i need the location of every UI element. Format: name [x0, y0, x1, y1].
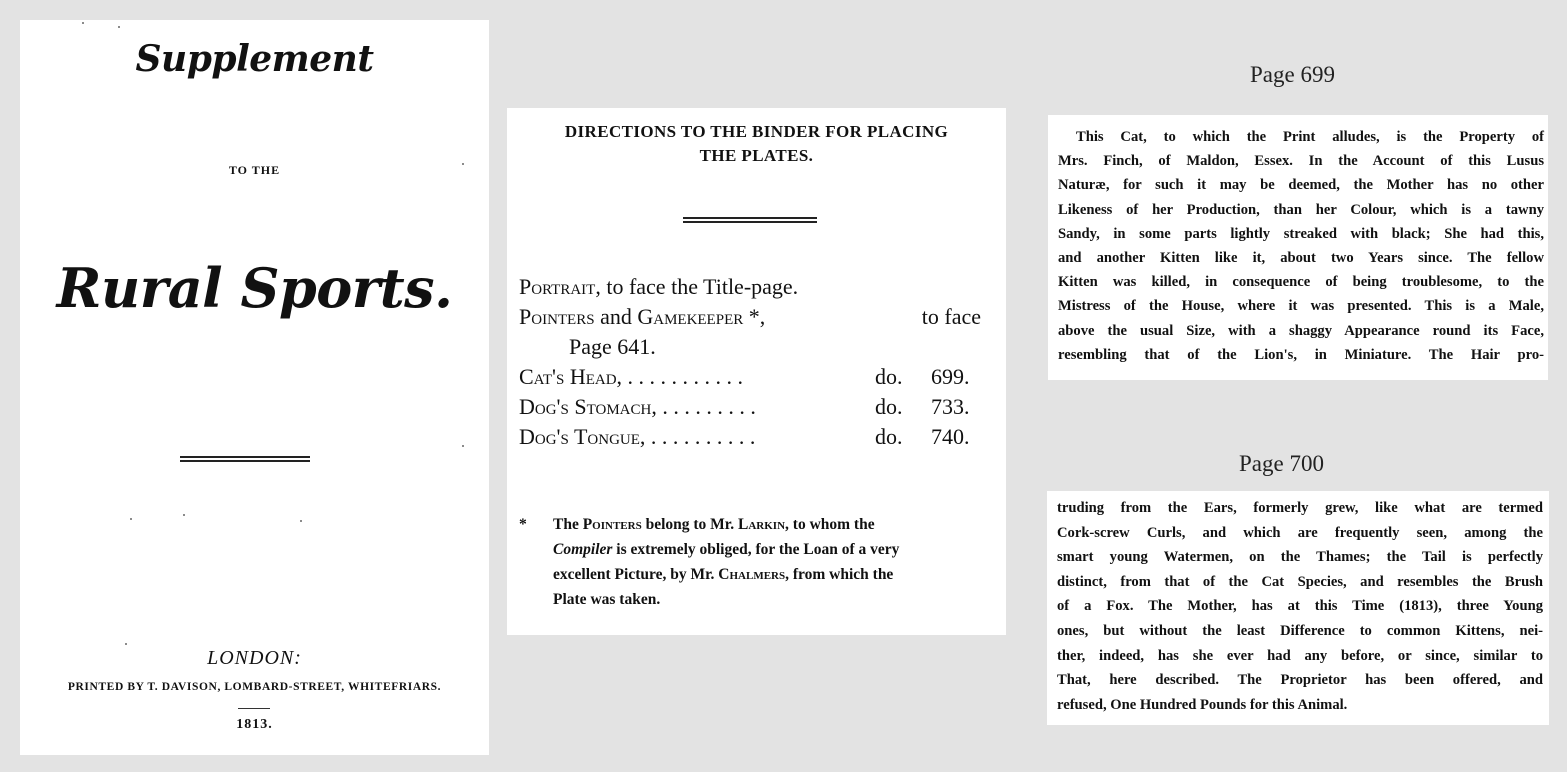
title-supplement: Supplement: [135, 38, 374, 80]
footnote-mark: *,: [743, 304, 766, 329]
ditto: do.: [875, 364, 903, 389]
title-page: [20, 20, 489, 755]
directions-heading-line: THE PLATES.: [699, 146, 814, 165]
excerpt-page-700: [1047, 491, 1549, 725]
plate-name: Pointers: [519, 304, 595, 329]
text-line: smart young Watermen, on the Thames; the Tail is perfectly: [1057, 549, 1543, 566]
title-to-the: TO THE: [228, 163, 281, 177]
directions-heading-line: DIRECTIONS TO THE BINDER FOR PLACING: [564, 122, 949, 141]
text-line: ones, but without the least Difference to common Kittens, nei-: [1057, 622, 1543, 639]
plate-row-cats-head: [519, 362, 981, 392]
paper-speck: [130, 518, 132, 520]
footnote-text: Plate was taken.: [553, 591, 661, 608]
text-line: distinct, from that of the Cat Species, and resembles the Brush: [1057, 573, 1543, 590]
text-line: Sandy, in some parts lightly streaked with black; She had this,: [1058, 225, 1544, 242]
excerpt-page-699: [1048, 115, 1548, 380]
dot-leader: , . . . . . . . . . .: [639, 424, 756, 449]
imprint-printer: PRINTED BY T. DAVISON, LOMBARD-STREET, WHITEFRIARS.: [67, 681, 442, 693]
plate-placement: to face: [921, 304, 981, 329]
text-line: Naturæ, for such it may be deemed, the Mother has no other: [1058, 177, 1544, 194]
plates-list: [519, 272, 981, 452]
paper-speck: [462, 445, 464, 447]
plate-page: 733.: [931, 394, 970, 419]
text-line: Mistress of the House, where it was presented. This is a Male,: [1058, 298, 1544, 315]
paper-speck: [82, 22, 84, 24]
paper-speck: [183, 514, 185, 516]
text-line: Likeness of her Production, than her Colour, which is a tawny: [1058, 201, 1544, 218]
plate-name: Portrait: [519, 274, 596, 299]
plate-page: 740.: [931, 424, 970, 449]
footnote-text: excellent Picture, by Mr.: [553, 566, 719, 583]
footnote-text: The: [553, 516, 583, 533]
text-line: refused, One Hundred Pounds for this Animal.: [1057, 696, 1348, 713]
ornamental-rule: [180, 456, 310, 462]
text-line: This Cat, to which the Print alludes, is the Property of: [1076, 129, 1544, 145]
text-line: resembling that of the Lion's, in Miniature. The Hair pro-: [1058, 346, 1544, 363]
footnote-text: Larkin: [738, 516, 786, 533]
plate-row-dogs-stomach: [519, 392, 981, 422]
plate-placement: , to face the Title-page.: [595, 274, 799, 299]
paper-speck: [118, 26, 120, 28]
ornamental-rule: [683, 217, 817, 223]
plate-name: Dog's Tongue: [519, 424, 640, 449]
text-line: Mrs. Finch, of Maldon, Essex. In the Account of this Lusus: [1058, 153, 1544, 170]
plate-name: Gamekeeper: [637, 304, 744, 329]
short-rule: [238, 708, 270, 709]
imprint-city: LONDON:: [207, 647, 302, 669]
text-line: ther, indeed, has she ever had any before, or since, similar to: [1057, 647, 1543, 664]
footnote-text: , from which the: [785, 566, 894, 583]
paper-speck: [300, 520, 302, 522]
footnote-text: Chalmers: [718, 566, 786, 583]
footnote-text: Compiler: [553, 541, 613, 558]
plate-row-pointers-page: [519, 332, 981, 362]
paper-speck: [125, 643, 127, 645]
directions-page: [507, 108, 1006, 635]
directions-heading: [507, 120, 1006, 168]
text-line: Cork-screw Curls, and which are frequently seen, among the: [1057, 524, 1543, 541]
excerpt-text: [1058, 125, 1544, 367]
footnote-mark: *: [519, 516, 527, 533]
plate-conjunction: and: [594, 304, 638, 329]
text-line: truding from the Ears, formerly grew, like what are termed: [1057, 500, 1543, 516]
paper-speck: [462, 163, 464, 165]
footnote-text: , to whom the: [785, 516, 875, 533]
plate-page: 699.: [931, 364, 970, 389]
ditto: do.: [875, 394, 903, 419]
page-label-699: Page 699: [1250, 62, 1335, 87]
title-rural-sports: Rural Sports.: [56, 256, 453, 320]
text-line: of a Fox. The Mother, has at this Time (1813), three Young: [1057, 598, 1543, 615]
plate-name: Dog's Stomach: [519, 394, 652, 419]
footnote-text: is extremely obliged, for the Loan of a very: [612, 541, 900, 558]
footnote: [519, 512, 981, 612]
page-label-700: Page 700: [1239, 451, 1324, 476]
plate-row-pointers: [519, 302, 981, 332]
dot-leader: , . . . . . . . . . . .: [616, 364, 744, 389]
excerpt-text: [1057, 496, 1543, 717]
imprint-year: 1813.: [236, 717, 273, 732]
text-line: and another Kitten like it, about two Years since. The fellow: [1058, 250, 1544, 267]
plate-row-portrait: [519, 272, 981, 302]
plate-name: Cat's Head: [519, 364, 617, 389]
ditto: do.: [875, 424, 903, 449]
dot-leader: , . . . . . . . . .: [651, 394, 756, 419]
plate-row-dogs-tongue: [519, 422, 981, 452]
footnote-text: belong to Mr.: [641, 516, 739, 533]
plate-page: Page 641.: [569, 334, 656, 359]
text-line: Kitten was killed, in consequence of being troublesome, to the: [1058, 274, 1544, 291]
text-line: above the usual Size, with a shaggy Appearance round its Face,: [1058, 322, 1544, 339]
text-line: That, here described. The Proprietor has been offered, and: [1057, 672, 1543, 689]
footnote-text: Pointers: [582, 516, 642, 533]
